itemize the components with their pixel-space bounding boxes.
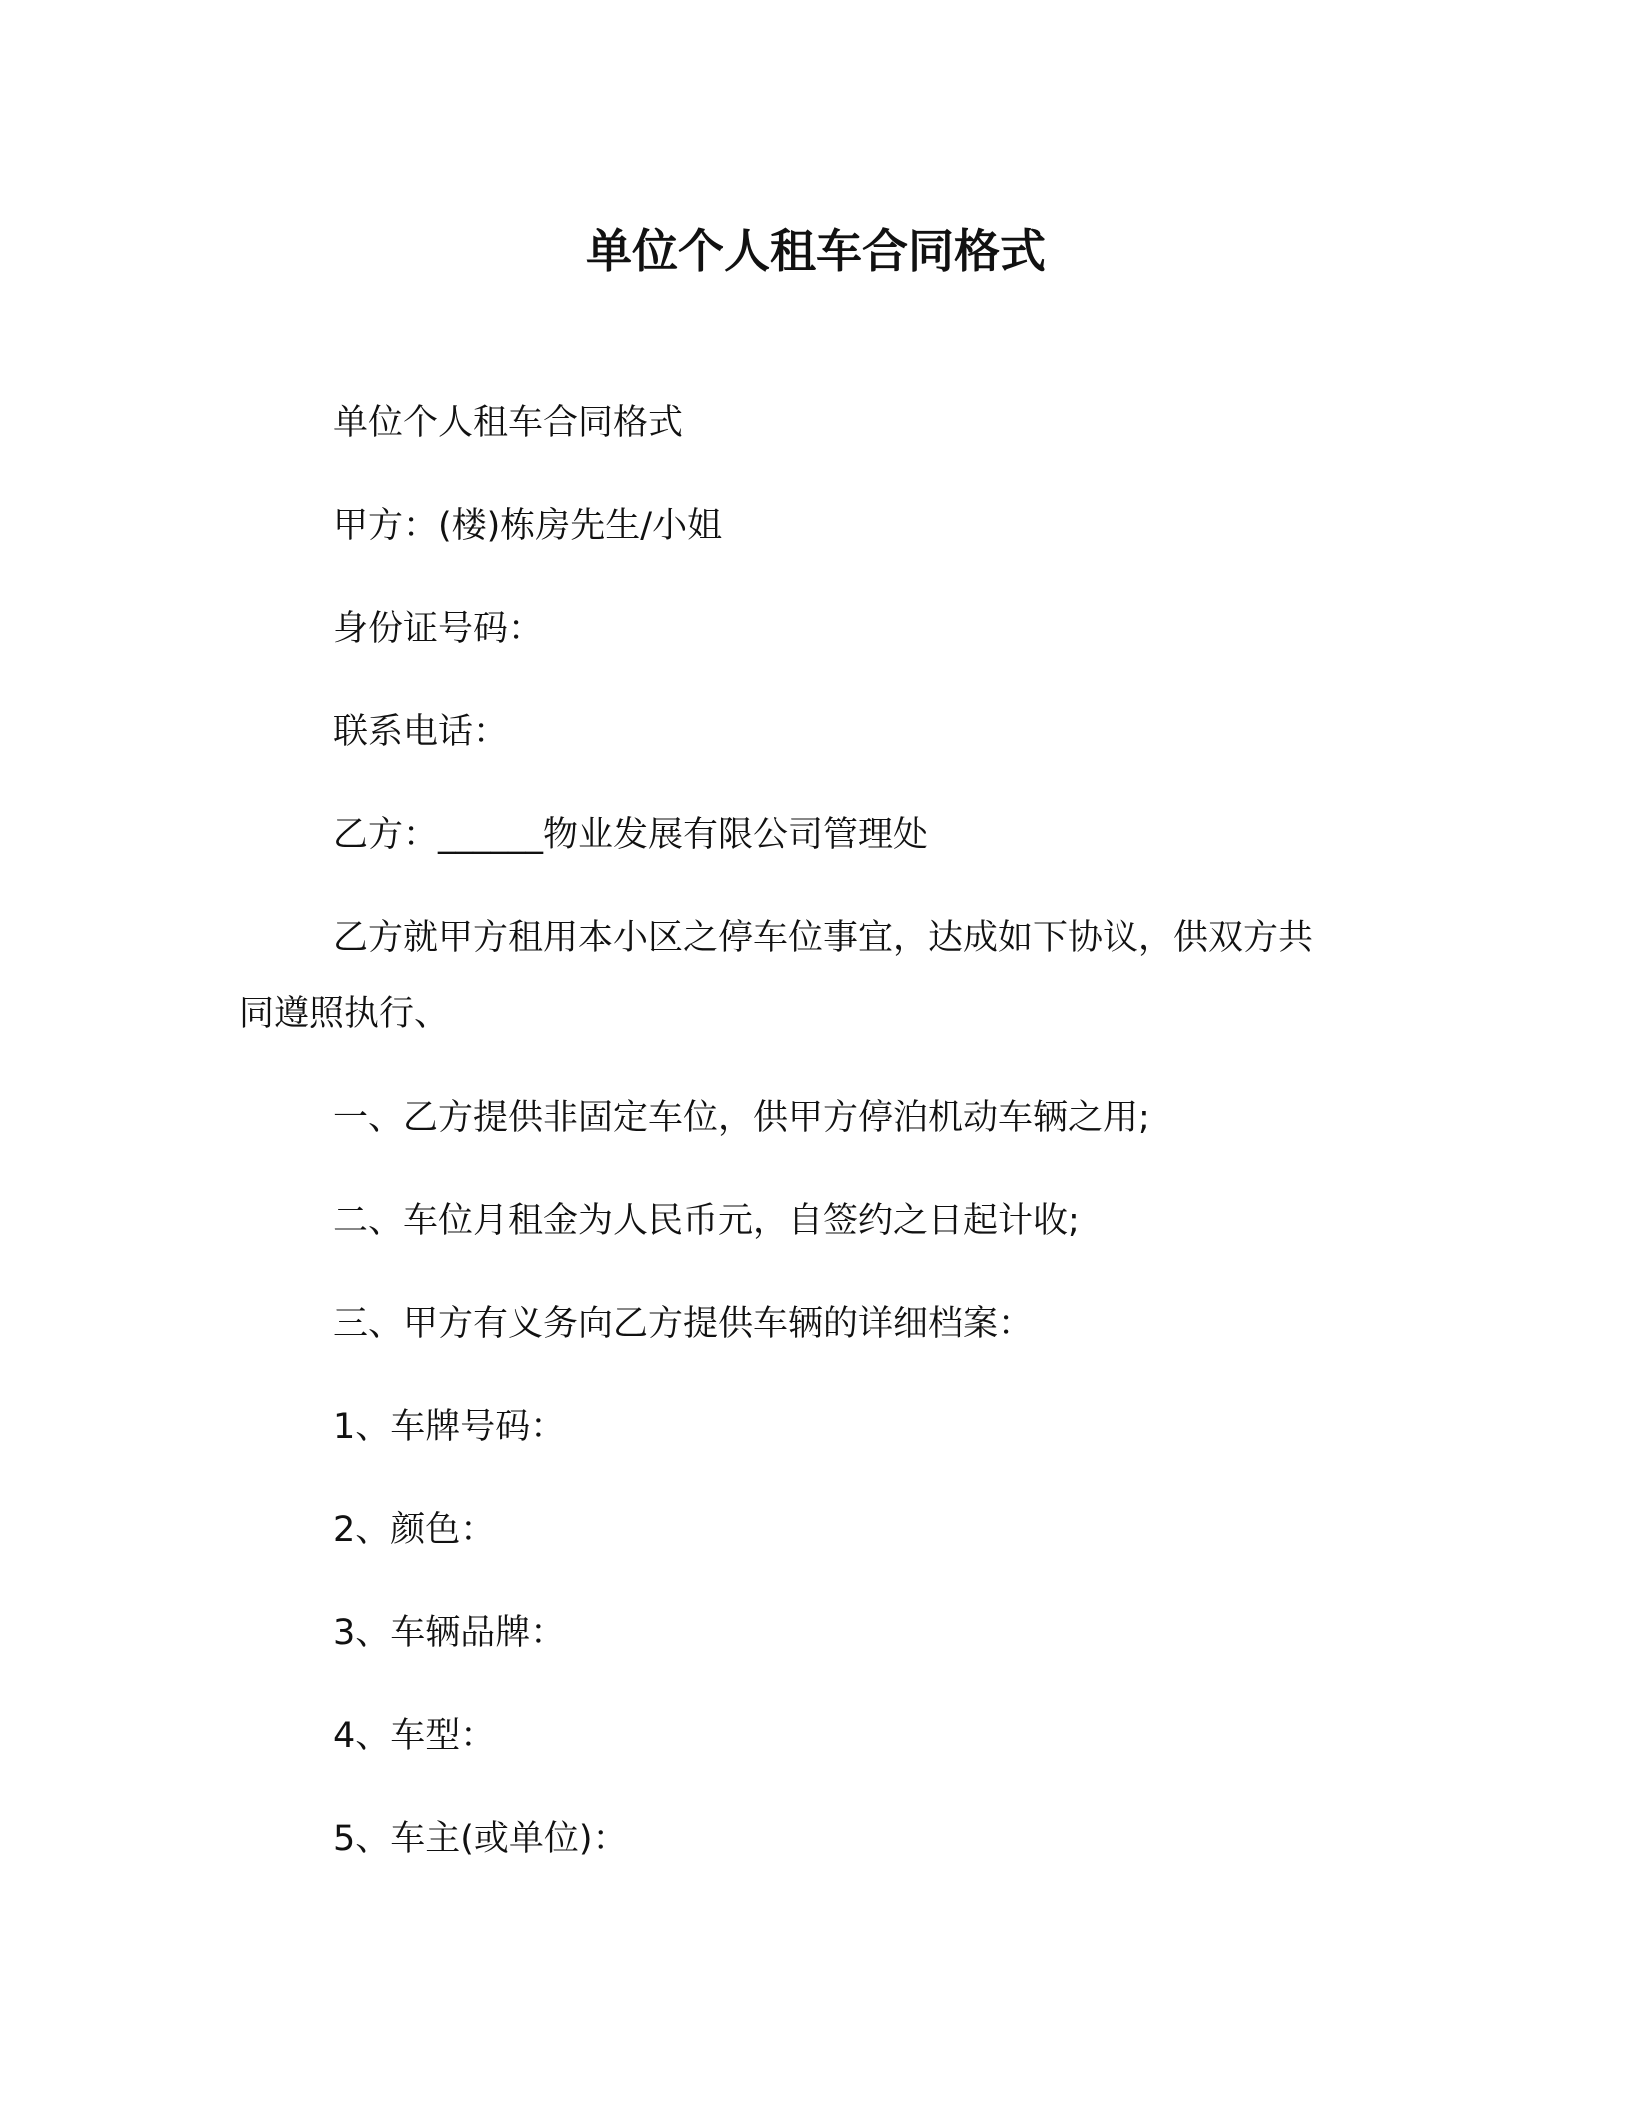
paragraph-id-number: 身份证号码：: [333, 609, 544, 649]
vehicle-brand: 3、车辆品牌：: [333, 1613, 566, 1653]
vehicle-owner: 5、车主(或单位)：: [333, 1819, 628, 1859]
vehicle-color: 2、颜色：: [333, 1510, 496, 1550]
paragraph-phone: 联系电话：: [333, 712, 509, 752]
clause-2: 二、车位月租金为人民币元，自签约之日起计收;: [333, 1201, 1080, 1241]
paragraph-agreement-line-1: 乙方就甲方租用本小区之停车位事宜，达成如下协议，供双方共: [333, 918, 1314, 958]
paragraph-agreement-line-2: 同遵照执行、: [239, 994, 450, 1034]
vehicle-plate-number: 1、车牌号码：: [333, 1407, 566, 1447]
paragraph-subtitle: 单位个人租车合同格式: [333, 403, 684, 443]
clause-3: 三、甲方有义务向乙方提供车辆的详细档案：: [333, 1304, 1034, 1344]
vehicle-model: 4、车型：: [333, 1716, 496, 1756]
document-title: 单位个人租车合同格式: [586, 224, 1046, 278]
clause-1: 一、乙方提供非固定车位，供甲方停泊机动车辆之用;: [333, 1098, 1150, 1138]
paragraph-party-b: 乙方：______物业发展有限公司管理处: [333, 815, 929, 855]
paragraph-party-a: 甲方：(楼)栋房先生/小姐: [333, 506, 723, 546]
